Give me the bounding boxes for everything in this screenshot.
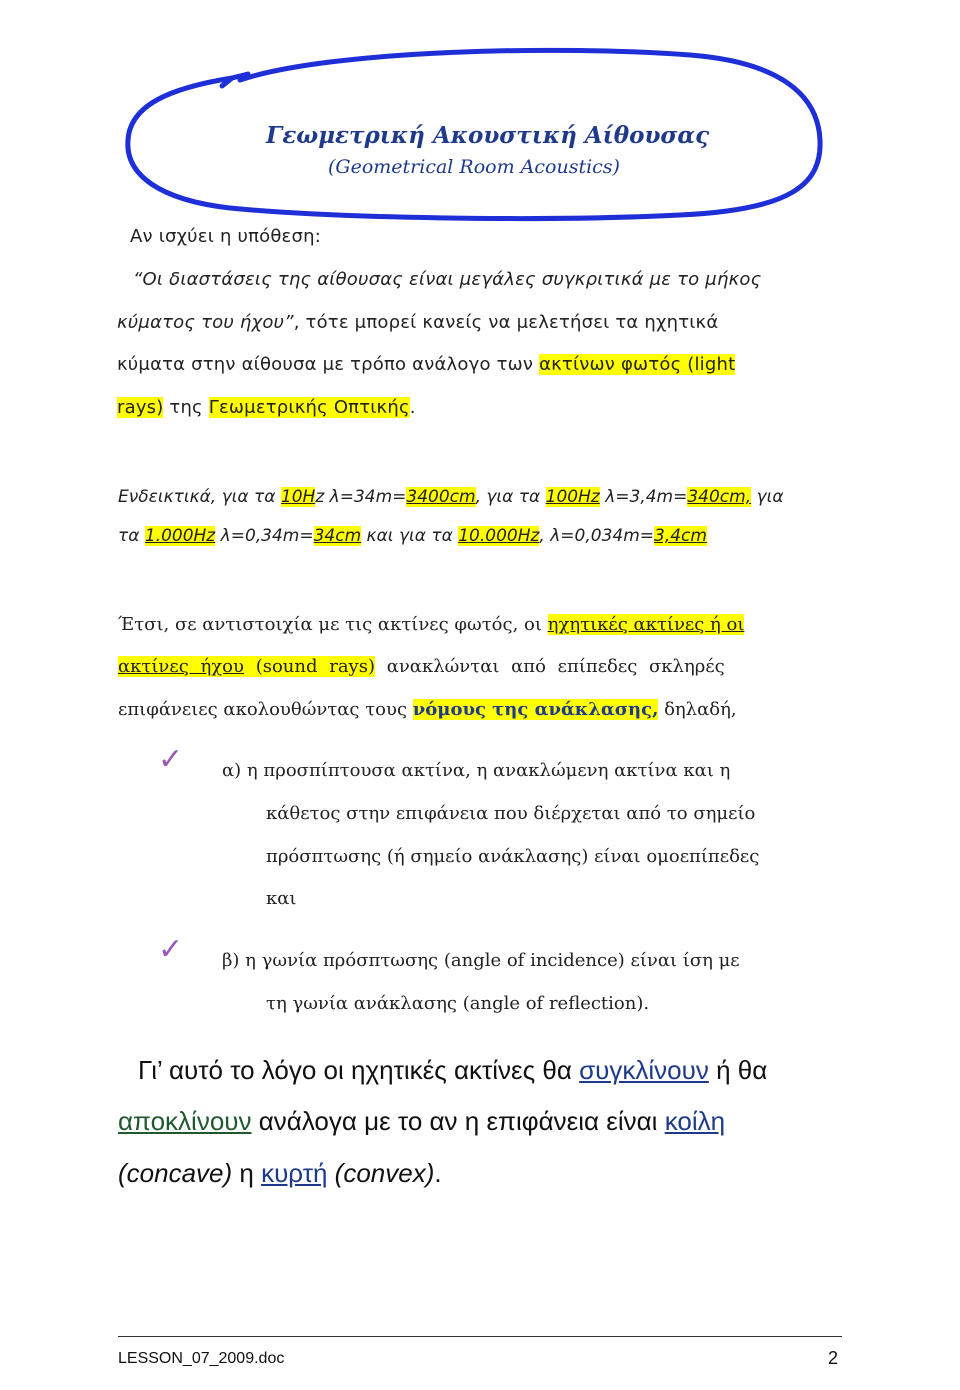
highlight-geometric-optics: Γεωμετρικής Οπτικής xyxy=(208,397,410,418)
conclusion-line-1: Γι’ αυτό το λόγο οι ηχητικές ακτίνες θα συγκλίνουν ή θα xyxy=(138,1055,768,1085)
law-a-line-1: α) η προσπίπτουσα ακτίνα, η ανακλώμενη ακτίνα και η xyxy=(222,760,731,781)
page-subtitle: (Geometrical Room Acoustics) xyxy=(328,156,620,178)
highlight-sound-rays: ηχητικές ακτίνες ή οι xyxy=(547,614,745,635)
law-a-line-2: κάθετος στην επιφάνεια που διέρχεται από το σημείο xyxy=(266,803,756,824)
examples-line-1: Ενδεικτικά, για τα 10Hz λ=34m=3400cm, για τα 100Hz λ=3,4m=340cm, για xyxy=(118,487,784,507)
reflection-line-2: ακτίνες ήχου (sound rays) ανακλώνται από επίπεδες σκληρές xyxy=(118,656,725,677)
law-b-line-1: β) η γωνία πρόσπτωσης (angle of incidence) είναι ίση με xyxy=(222,950,740,971)
reflection-line-3: επιφάνειες ακολουθώντας τους νόμους της ανάκλασης, δηλαδή, xyxy=(118,699,737,720)
hypothesis-line-3: κύματα στην αίθουσα με τρόπο ανάλογο των ακτίνων φωτός (light xyxy=(117,354,736,375)
converge-term: συγκλίνουν xyxy=(579,1055,709,1085)
diverge-term: αποκλίνουν xyxy=(118,1106,252,1136)
highlight-light-rays: ακτίνων φωτός (light xyxy=(539,354,736,375)
page-title: Γεωμετρική Ακουστική Αίθουσας xyxy=(266,122,710,149)
hypothesis-line-1: “Οι διαστάσεις της αίθουσας είναι μεγάλες συγκριτικά με το μήκος xyxy=(133,269,762,290)
examples-line-2: τα 1.000Hz λ=0,34m=34cm και για τα 10.000Hz, λ=0,034m=3,4cm xyxy=(118,526,707,546)
concave-term: κοίλη xyxy=(664,1106,726,1136)
convex-term: κυρτή xyxy=(261,1158,328,1188)
hypothesis-line-2: κύματος του ήχου”, τότε μπορεί κανείς να μελετήσει τα ηχητικά xyxy=(117,312,719,333)
law-b-line-2: τη γωνία ανάκλασης (angle of reflection). xyxy=(266,993,650,1014)
page-number: 2 xyxy=(828,1348,839,1368)
conclusion-line-3: (concave) η κυρτή (convex). xyxy=(118,1158,442,1188)
conclusion-line-2: αποκλίνουν ανάλογα με το αν η επιφάνεια είναι κοίλη xyxy=(118,1106,726,1136)
checkmark-icon: ✓ xyxy=(158,742,184,777)
hypothesis-line-4: rays) της Γεωμετρικής Οπτικής. xyxy=(117,397,416,418)
footer-divider xyxy=(118,1336,842,1337)
law-a-line-4: και xyxy=(266,888,297,909)
checkmark-icon: ✓ xyxy=(158,932,184,967)
law-a-line-3: πρόσπτωσης (ή σημείο ανάκλασης) είναι ομοεπίπεδες xyxy=(266,846,760,867)
footer-filename: LESSON_07_2009.doc xyxy=(118,1350,285,1367)
reflection-line-1: Έτσι, σε αντιστοιχία με τις ακτίνες φωτός, οι ηχητικές ακτίνες ή οι xyxy=(118,614,745,635)
highlight-laws-of-reflection: νόμους της ανάκλασης, xyxy=(412,699,659,720)
intro-text: Αν ισχύει η υπόθεση: xyxy=(130,226,321,247)
